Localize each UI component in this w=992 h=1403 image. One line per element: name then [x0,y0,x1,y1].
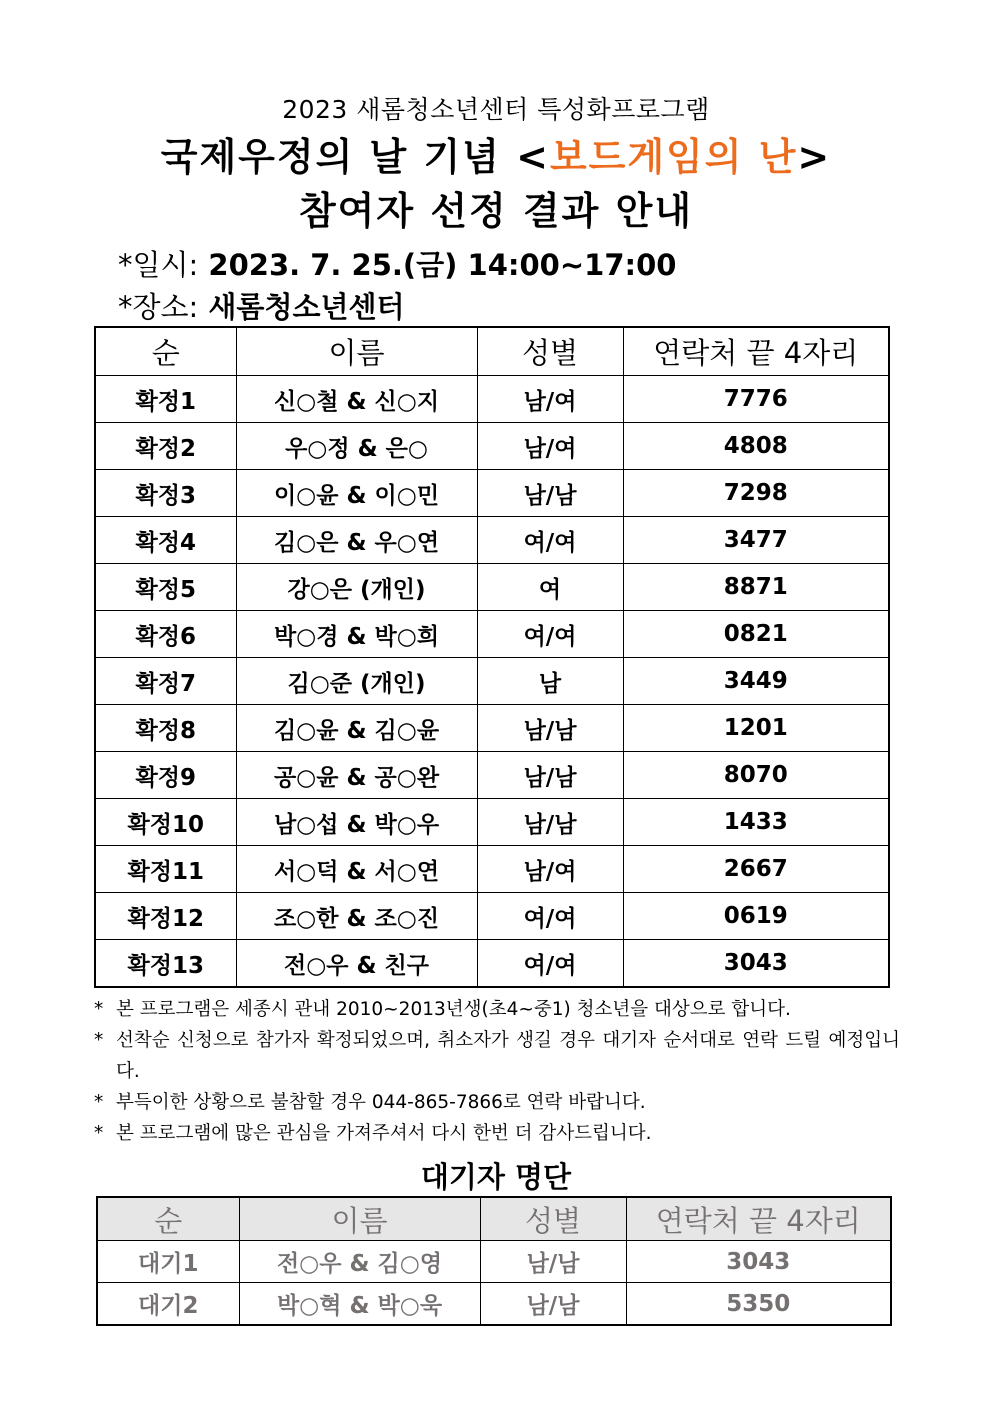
program-subtitle: 2023 새롬청소년센터 특성화프로그램 [282,95,710,124]
notes-list [94,994,900,1149]
table-row [95,517,889,564]
page-title [0,126,992,181]
date-value: 2023. 7. 25.(금) 14:00~17:00 [208,248,677,282]
page-title-line2: 참여자 선정 결과 안내 [298,189,694,233]
cell-order: 확정11 [95,846,236,893]
waitlist-title: 대기자 명단 [420,1160,572,1194]
note-item [94,994,900,1025]
note-text: 선착순 신청으로 참가자 확정되었으며, 취소자가 생길 경우 대기자 순서대로 연락 드릴 예정입니다. [116,1030,900,1082]
cell-gender: 남/남 [477,470,623,517]
cell-name: 전○우 & 친구 [236,940,477,988]
cell-name: 남○섭 & 박○우 [236,799,477,846]
cell-order: 확정8 [95,705,236,752]
cell-name: 김○은 & 우○연 [236,517,477,564]
event-place [118,285,405,326]
cell-phone: 8070 [623,752,889,799]
cell-name: 이○윤 & 이○민 [236,470,477,517]
cell-gender: 남/남 [480,1241,626,1283]
cell-gender: 남/남 [477,705,623,752]
cell-order: 확정5 [95,564,236,611]
table-row [95,705,889,752]
table-row [95,893,889,940]
cell-phone: 5350 [626,1283,891,1326]
cell-name: 공○윤 & 공○완 [236,752,477,799]
event-date [118,243,676,284]
cell-order: 대기1 [97,1241,239,1283]
cell-order: 확정4 [95,517,236,564]
cell-order: 확정6 [95,611,236,658]
cell-order: 확정7 [95,658,236,705]
table-row [95,940,889,988]
cell-order: 확정13 [95,940,236,988]
cell-gender: 여/여 [477,517,623,564]
place-label: *장소: [118,290,199,324]
note-text: 부득이한 상황으로 불참할 경우 044-865-7866로 연락 바랍니다. [116,1092,646,1113]
cell-order: 확정3 [95,470,236,517]
cell-phone: 3043 [626,1241,891,1283]
cell-gender: 남/남 [477,799,623,846]
cell-name: 전○우 & 김○영 [239,1241,480,1283]
cell-name: 박○경 & 박○희 [236,611,477,658]
note-text: 본 프로그램에 많은 관심을 가져주셔서 다시 한번 더 감사드립니다. [116,1123,652,1144]
cell-name: 서○덕 & 서○연 [236,846,477,893]
cell-gender: 남/여 [477,846,623,893]
participants-table [94,326,890,988]
cell-order: 확정10 [95,799,236,846]
col-header-order: 순 [95,327,236,376]
cell-gender: 남/여 [477,376,623,423]
cell-order: 확정2 [95,423,236,470]
col-header-order: 순 [97,1197,239,1241]
note-item [94,1087,900,1118]
cell-phone: 2667 [623,846,889,893]
cell-name: 우○정 & 은○ [236,423,477,470]
table-row [95,752,889,799]
title-prefix: 국제우정의 날 기념 < [160,135,550,179]
table-row [95,658,889,705]
table-row [95,564,889,611]
table-row [95,799,889,846]
cell-gender: 여/여 [477,940,623,988]
col-header-phone: 연락처 끝 4자리 [626,1197,891,1241]
cell-phone: 7298 [623,470,889,517]
cell-gender: 남/남 [477,752,623,799]
date-label: *일시: [118,248,199,282]
table-row [95,611,889,658]
cell-name: 김○준 (개인) [236,658,477,705]
table-header-row [95,327,889,376]
cell-phone: 7776 [623,376,889,423]
table-row [97,1283,891,1326]
cell-name: 박○혁 & 박○욱 [239,1283,480,1326]
note-marker: * [94,1092,104,1113]
cell-phone: 3449 [623,658,889,705]
note-marker: * [94,999,104,1020]
table-row [97,1241,891,1283]
cell-gender: 남/남 [480,1283,626,1326]
note-marker: * [94,1030,104,1051]
cell-name: 김○윤 & 김○윤 [236,705,477,752]
cell-phone: 4808 [623,423,889,470]
note-item [94,1025,900,1087]
col-header-phone: 연락처 끝 4자리 [623,327,889,376]
table-row [95,376,889,423]
cell-gender: 남/여 [477,423,623,470]
cell-phone: 8871 [623,564,889,611]
note-marker: * [94,1123,104,1144]
cell-name: 조○한 & 조○진 [236,893,477,940]
cell-gender: 여 [477,564,623,611]
note-item [94,1118,900,1149]
cell-order: 확정12 [95,893,236,940]
col-header-name: 이름 [239,1197,480,1241]
table-row [95,423,889,470]
cell-phone: 1433 [623,799,889,846]
cell-gender: 여/여 [477,893,623,940]
note-text: 본 프로그램은 세종시 관내 2010~2013년생(초4~중1) 청소년을 대상으로 합니다. [116,999,791,1020]
title-suffix: > [797,135,832,179]
table-header-row [97,1197,891,1241]
cell-phone: 1201 [623,705,889,752]
cell-phone: 0821 [623,611,889,658]
cell-order: 확정1 [95,376,236,423]
cell-gender: 남 [477,658,623,705]
cell-order: 확정9 [95,752,236,799]
col-header-gender: 성별 [477,327,623,376]
table-row [95,470,889,517]
cell-phone: 0619 [623,893,889,940]
col-header-gender: 성별 [480,1197,626,1241]
cell-order: 대기2 [97,1283,239,1326]
table-row [95,846,889,893]
col-header-name: 이름 [236,327,477,376]
title-accent: 보드게임의 난 [549,135,798,179]
cell-name: 강○은 (개인) [236,564,477,611]
cell-phone: 3043 [623,940,889,988]
cell-phone: 3477 [623,517,889,564]
cell-name: 신○철 & 신○지 [236,376,477,423]
cell-gender: 여/여 [477,611,623,658]
place-value: 새롬청소년센터 [208,290,405,324]
waitlist-table [96,1196,892,1326]
